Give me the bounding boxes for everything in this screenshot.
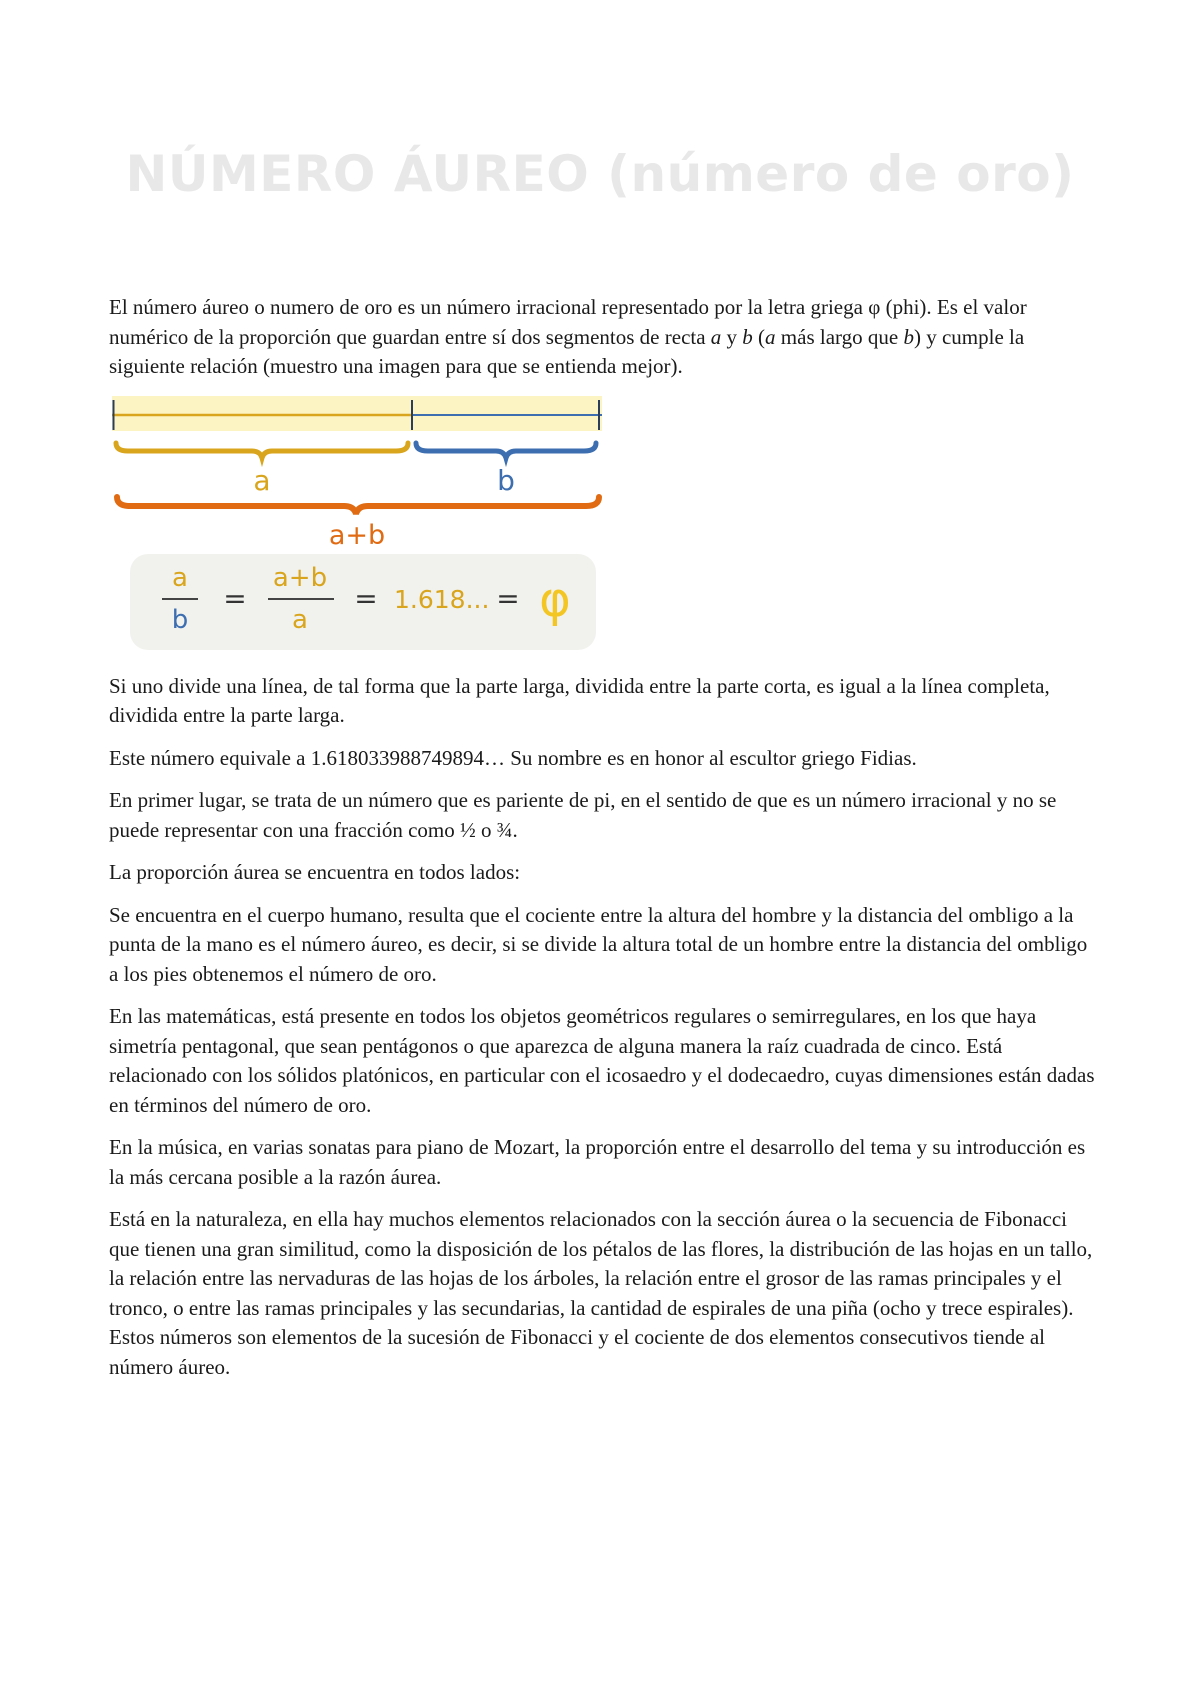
- intro-text-3: (: [752, 324, 766, 349]
- brace-a: [116, 443, 408, 458]
- intro-text-1: El número áureo o numero de oro es un número irracional representado por la letra griega φ (phi). Es el valor numérico de la proporción que guardan entre sí dos segmentos de recta: [109, 295, 1027, 349]
- intro-text-2: y: [721, 324, 743, 349]
- phi-symbol: φ: [539, 571, 571, 628]
- label-a-plus-b: a+b: [328, 519, 386, 551]
- golden-value: 1.618...: [394, 584, 490, 614]
- segment-b-var: b: [742, 324, 753, 349]
- golden-ratio-diagram: [112, 396, 602, 650]
- page-title: NÚMERO ÁUREO (número de oro): [125, 145, 1075, 203]
- label-b: b: [497, 463, 515, 497]
- intro-text-5: ) y cumple la siguiente relación (muestro una imagen para que se entienda mejor).: [109, 324, 1025, 378]
- equals-3: =: [496, 581, 520, 615]
- fraction1-numerator: a: [172, 562, 188, 593]
- paragraph-4: La proporción áurea se encuentra en todos lados:: [109, 860, 521, 884]
- fraction2-numerator: a+b: [272, 562, 328, 593]
- fraction2-denominator: a: [292, 604, 308, 635]
- document-body: [109, 293, 1099, 1395]
- segment-a-var: a: [710, 324, 722, 349]
- golden-ratio-figure: [112, 396, 602, 650]
- segment-b-var-2: b: [903, 324, 914, 349]
- paragraph-8: Está en la naturaleza, en ella hay muchos elementos relacionados con la sección áurea o la secuencia de Fibonacci que tienen una gran similitud, como la disposición de los pétalos de las flores, la distribución de las hojas en un tallo, la relación entre las nervaduras de las hojas de los árboles, la relación entre el grosor de las ramas principales y el tronco, o entre las ramas principales y las secundarias, la cantidad de espirales de una piña (ocho y trece espirales). Estos números son elementos de la sucesión de Fibonacci y el cociente de dos elementos consecutivos tiende al número áureo.: [109, 1207, 1093, 1379]
- paragraph-2: Este número equivale a 1.618033988749894… Su nombre es en honor al escultor griego Fidias.: [109, 745, 917, 770]
- paragraph-6: En las matemáticas, está presente en todos los objetos geométricos regulares o semirregulares, en los que haya simetría pentagonal, que sean pentágonos o que aparezca de alguna manera la raíz cuadrada de cinco. Está relacionado con los sólidos platónicos, en particular con el icosaedro y el dodecaedro, cuyas dimensiones están dadas en términos del número de oro.: [109, 1004, 1095, 1117]
- intro-paragraph: [109, 293, 1099, 382]
- brace-a-plus-b: [117, 497, 599, 514]
- segment-band: [112, 396, 602, 431]
- paragraph-5: Se encuentra en el cuerpo humano, resulta que el cociente entre la altura del hombre y la distancia del ombligo a la punta de la mano es el número áureo, es decir, si se divide la altura total de un hombre entre la distancia del ombligo a los pies obtenemos el número de oro.: [109, 902, 1088, 986]
- equals-2: =: [354, 581, 378, 615]
- paragraph-1: Si uno divide una línea, de tal forma que la parte larga, dividida entre la parte corta, es igual a la línea completa, dividida entre la parte larga.: [109, 673, 1050, 727]
- paragraph-3: En primer lugar, se trata de un número que es pariente de pi, en el sentido de que es un número irracional y no se puede representar con una fracción como ½ o ¾.: [109, 788, 1057, 842]
- brace-b: [416, 443, 596, 458]
- intro-text-4: más largo que: [775, 324, 904, 349]
- paragraph-7: En la música, en varias sonatas para piano de Mozart, la proporción entre el desarrollo del tema y su introducción es la más cercana posible a la razón áurea.: [109, 1135, 1086, 1189]
- fraction1-denominator: b: [171, 604, 189, 635]
- segment-a-var-2: a: [765, 324, 776, 349]
- equals-1: =: [223, 581, 247, 615]
- label-a: a: [253, 463, 271, 497]
